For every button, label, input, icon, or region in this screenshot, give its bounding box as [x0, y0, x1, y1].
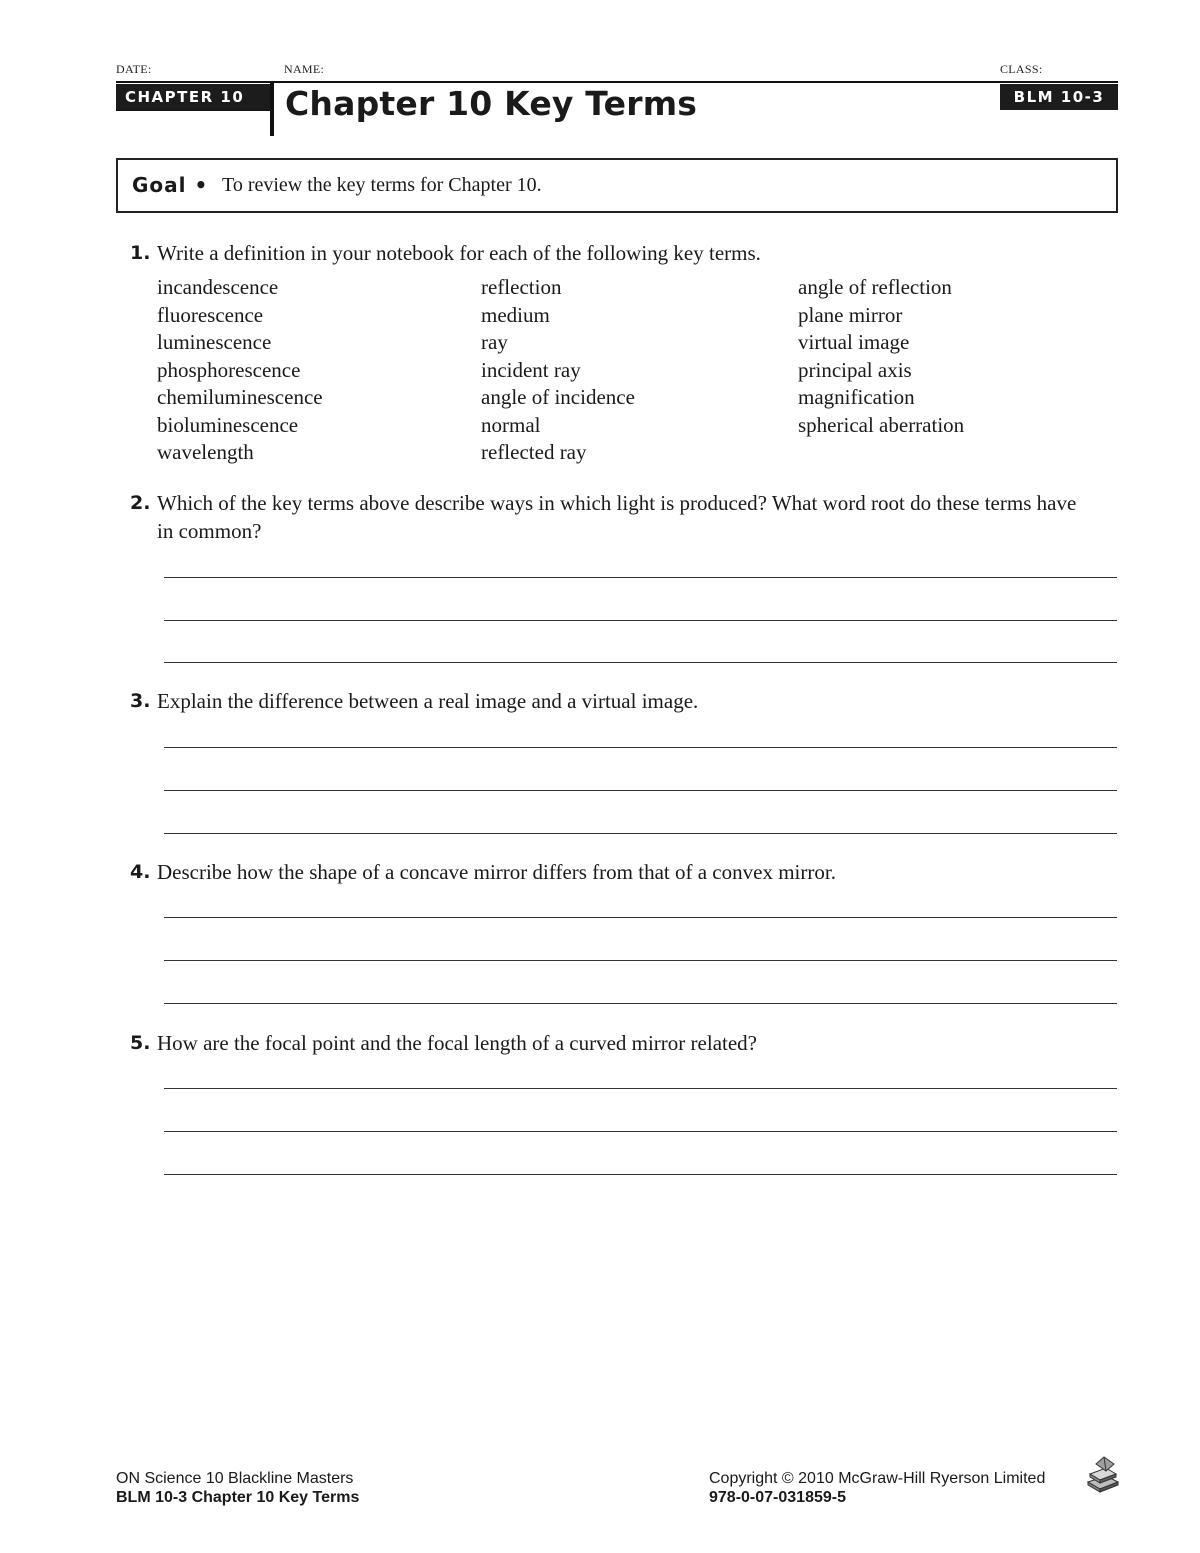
question-5-number: 5.: [130, 1032, 151, 1054]
key-term: bioluminescence: [157, 412, 299, 437]
question-1-number: 1.: [130, 242, 151, 264]
answer-line[interactable]: [164, 917, 1117, 918]
question-3-number: 3.: [130, 690, 151, 712]
name-label: NAME:: [284, 62, 325, 76]
key-terms-column-3: [798, 274, 964, 439]
book-stack-icon: [1084, 1454, 1120, 1494]
key-term: fluorescence: [157, 302, 264, 327]
answer-line[interactable]: [164, 1131, 1117, 1132]
answer-line[interactable]: [164, 1003, 1117, 1004]
page-title: Chapter 10 Key Terms: [285, 84, 698, 123]
key-term: plane mirror: [798, 302, 903, 327]
key-term: wavelength: [157, 440, 254, 464]
answer-line[interactable]: [164, 747, 1117, 748]
key-term: angle of reflection: [798, 275, 952, 299]
header-divider: [270, 82, 274, 136]
question-2-number: 2.: [130, 492, 151, 514]
key-term: medium: [481, 302, 550, 327]
key-term: incident ray: [481, 357, 581, 382]
question-3-text: Explain the difference between a real image and a virtual image.: [157, 689, 699, 713]
key-terms-column-2: [481, 274, 635, 467]
footer-series: ON Science 10 Blackline Masters: [116, 1470, 354, 1487]
answer-line[interactable]: [164, 1088, 1117, 1089]
question-4-text: Describe how the shape of a concave mirror differs from that of a convex mirror.: [157, 860, 836, 884]
answer-line[interactable]: [164, 620, 1117, 621]
answer-line[interactable]: [164, 960, 1117, 961]
answer-line[interactable]: [164, 833, 1117, 834]
key-terms-column-1: [157, 274, 323, 467]
question-5-text: How are the focal point and the focal length of a curved mirror related?: [157, 1031, 757, 1055]
key-term: spherical aberration: [798, 412, 965, 437]
key-term: reflection: [481, 275, 562, 299]
goal-label: Goal •: [132, 173, 209, 197]
question-4-number: 4.: [130, 861, 151, 883]
class-label: CLASS:: [1000, 62, 1043, 76]
footer-left: [116, 1469, 359, 1507]
key-term: incandescence: [157, 275, 279, 299]
answer-line[interactable]: [164, 1174, 1117, 1175]
key-term: phosphorescence: [157, 357, 301, 382]
footer-blm-title: BLM 10-3 Chapter 10 Key Terms: [116, 1489, 360, 1506]
footer-isbn: 978-0-07-031859-5: [709, 1489, 846, 1506]
blm-tab: BLM 10-3: [1000, 84, 1118, 110]
footer-copyright: Copyright © 2010 McGraw-Hill Ryerson Limited: [709, 1470, 1046, 1487]
chapter-tab: CHAPTER 10: [116, 84, 270, 110]
key-term: angle of incidence: [481, 385, 635, 409]
key-term: normal: [481, 412, 541, 437]
date-label: DATE:: [116, 62, 152, 76]
question-2-text: Which of the key terms above describe ways in which light is produced? What word root do these terms have in common?: [157, 491, 1077, 543]
question-1-text: Write a definition in your notebook for each of the following key terms.: [157, 241, 761, 265]
key-term: chemiluminescence: [157, 385, 323, 409]
key-term: ray: [481, 330, 508, 354]
goal-text: To review the key terms for Chapter 10.: [222, 174, 542, 196]
key-term: reflected ray: [481, 440, 587, 464]
key-term: magnification: [798, 385, 915, 409]
answer-line[interactable]: [164, 577, 1117, 578]
answer-line[interactable]: [164, 662, 1117, 663]
key-term: principal axis: [798, 357, 912, 382]
answer-line[interactable]: [164, 790, 1117, 791]
footer-right: [709, 1469, 1045, 1507]
key-term: luminescence: [157, 330, 272, 354]
key-term: virtual image: [798, 330, 910, 354]
header-rule: [116, 81, 1118, 83]
goal-box: [116, 158, 1118, 213]
